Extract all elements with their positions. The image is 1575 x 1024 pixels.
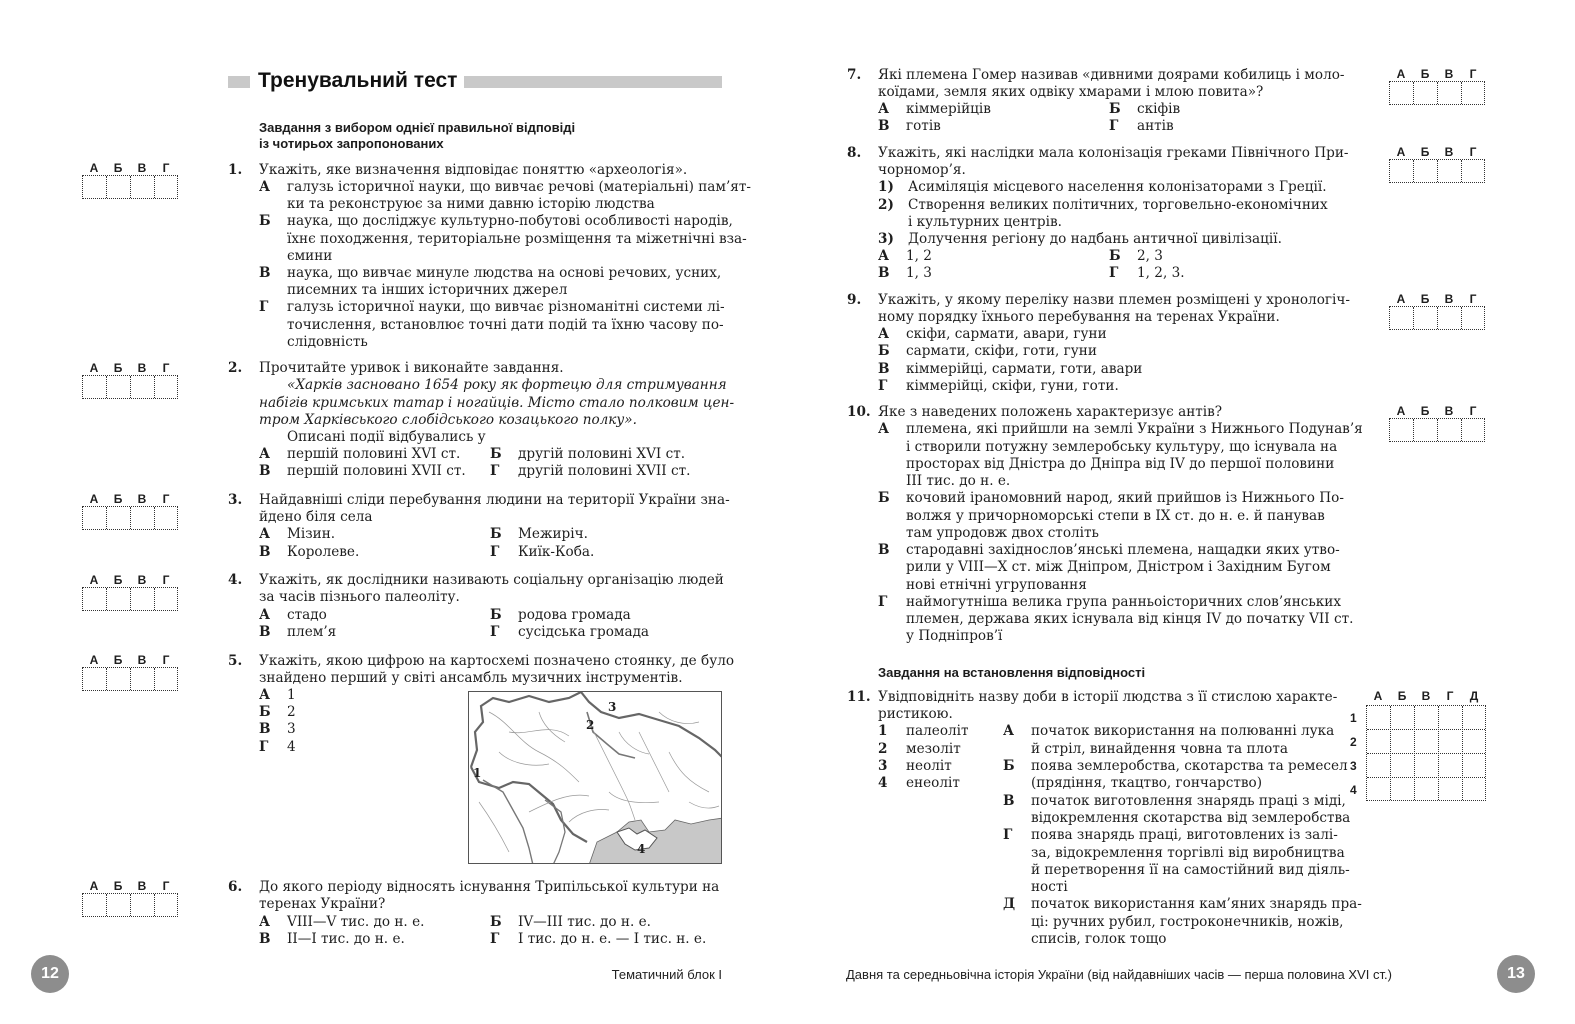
option-text: волжя у причорноморські степи в IX ст. до н. е. й панував xyxy=(906,508,1325,524)
option-a xyxy=(259,526,335,543)
option-text: там упродовж двох століть xyxy=(906,525,1099,541)
option-v xyxy=(259,624,336,641)
grid-letter: А xyxy=(1396,145,1406,159)
period-text: палеоліт xyxy=(906,723,969,739)
option-b xyxy=(878,343,1097,360)
option-g xyxy=(490,544,594,561)
option-v xyxy=(259,931,405,948)
grid-row-number: 3 xyxy=(1350,759,1357,773)
question-text: йдено біля села xyxy=(259,509,373,525)
option-letter: Б xyxy=(878,490,890,506)
statement-3 xyxy=(878,231,1282,248)
option-text: ємини xyxy=(287,248,333,264)
match-option-v xyxy=(1003,793,1346,810)
option-letter: В xyxy=(259,721,271,737)
option-text: племен, держава яких існувала від кінця IV до початку VII ст. xyxy=(906,611,1354,627)
option-g xyxy=(259,299,725,316)
option-text: списів, голок тощо xyxy=(1031,931,1167,947)
question-number: 2. xyxy=(228,360,243,376)
option-letter: Б xyxy=(490,526,502,542)
question-number: 10. xyxy=(847,404,871,420)
map-label-1: 1 xyxy=(473,766,482,780)
option-text: Киїк-Коба. xyxy=(518,544,595,560)
option-letter: Г xyxy=(259,299,269,315)
option-text: стадо xyxy=(287,607,327,623)
grid-letter: Г xyxy=(1469,145,1477,159)
section-heading-line: Завдання з вибором однієї правильної відповіді xyxy=(259,120,576,135)
option-text: початок використання на полюванні лука xyxy=(1031,723,1335,739)
option-text: слідовність xyxy=(287,334,368,350)
footer-right: Давня та середньовічна історія України (від найдавніших часів — перша половина XVI ст.) xyxy=(846,967,1392,982)
option-text: 3 xyxy=(287,721,296,737)
grid-row-number: 2 xyxy=(1350,735,1357,749)
quote-line: «Харків засновано 1654 року як фортецю для стримування xyxy=(287,377,727,393)
grid-letter: Б xyxy=(113,361,123,375)
option-text: початок використання кам’яних знарядь пра- xyxy=(1031,896,1362,912)
option-letter: Г xyxy=(490,463,500,479)
page-number-right: 13 xyxy=(1497,955,1535,993)
option-letter: А xyxy=(259,526,271,542)
option-text: поява землеробства, скотарства та ремесел xyxy=(1031,758,1348,774)
answer-cells[interactable] xyxy=(82,667,178,691)
match-option-d xyxy=(1003,896,1362,913)
question-text: Укажіть, у якому переліку назви племен розміщені у хронологіч- xyxy=(878,292,1350,308)
option-text: сармати, скіфи, готи, гуни xyxy=(906,343,1097,359)
grid-letter: Б xyxy=(113,492,123,506)
answer-cells[interactable] xyxy=(1389,159,1485,183)
grid-letter: Г xyxy=(162,492,170,506)
option-letter: А xyxy=(259,179,271,195)
option-text: IV—III тис. до н. е. xyxy=(518,914,651,930)
option-letter: В xyxy=(878,542,890,558)
option-text: галузь історичної науки, що вивчає речові (матеріальні) пам’ят- xyxy=(287,179,751,195)
option-text: наймогутніша велика група ранньоісторичних слов’янських xyxy=(906,594,1342,610)
option-text: кіммерійці, скіфи, гуни, готи. xyxy=(906,378,1119,394)
title-bar-right xyxy=(464,76,722,88)
option-v xyxy=(878,361,1142,378)
period-3 xyxy=(878,758,952,775)
option-letter: Г xyxy=(490,624,500,640)
option-text: поява знарядь праці, виготовлених із залі- xyxy=(1031,827,1338,843)
option-text: плем’я xyxy=(287,624,337,640)
option-b xyxy=(259,704,296,721)
option-text: антів xyxy=(1137,118,1174,134)
grid-letter: В xyxy=(137,653,147,667)
option-a xyxy=(259,687,296,704)
grid-letter: Б xyxy=(113,653,123,667)
option-text: другій половині XVII ст. xyxy=(518,463,691,479)
grid-letter: Г xyxy=(162,879,170,893)
option-letter: А xyxy=(259,446,271,462)
period-text: неоліт xyxy=(906,758,952,774)
grid-letter: А xyxy=(89,492,99,506)
option-text: й перетворення її на самостійний вид діяль- xyxy=(1031,862,1350,878)
option-a xyxy=(878,101,991,118)
question-text: Увідповідніть назву доби в історії людства з її стислою характе- xyxy=(878,689,1338,705)
option-text: писемних та інших історичних джерел xyxy=(287,282,568,298)
option-text: наука, що досліджує культурно-побутові особливості народів, xyxy=(287,213,733,229)
option-letter: В xyxy=(878,265,890,281)
grid-row-number: 1 xyxy=(1350,711,1357,725)
option-letter: А xyxy=(878,248,890,264)
option-g xyxy=(1109,265,1185,282)
answer-cells[interactable] xyxy=(82,587,178,611)
grid-letter: Б xyxy=(113,161,123,175)
option-letter: В xyxy=(259,544,271,560)
option-a xyxy=(878,421,1363,438)
grid-letter: В xyxy=(1444,292,1454,306)
option-letter: А xyxy=(878,421,890,437)
grid-letter: В xyxy=(137,492,147,506)
option-text: III тис. до н. е. xyxy=(906,473,1011,489)
question-number: 7. xyxy=(847,67,862,83)
period-2 xyxy=(878,741,961,758)
option-text: нові етнічні угруповання xyxy=(906,577,1087,593)
question-text: Укажіть, якою цифрою на картосхемі позначено стоянку, де було xyxy=(259,653,735,669)
option-a xyxy=(259,914,424,931)
option-text: сусідська громада xyxy=(518,624,650,640)
grid-letter: Б xyxy=(1420,145,1430,159)
question-text: Найдавніші сліди перебування людини на території України зна- xyxy=(259,492,730,508)
grid-letter: В xyxy=(1444,404,1454,418)
option-text: скіфи, сармати, авари, гуни xyxy=(906,326,1107,342)
section-heading-choice xyxy=(259,120,575,152)
option-text: відокремлення скотарства від землеробства xyxy=(1031,810,1351,826)
option-letter: Б xyxy=(1003,758,1015,774)
statement-number: 1) xyxy=(878,179,894,195)
map-drawing xyxy=(469,692,722,864)
question-text: Укажіть, як дослідники називають соціальну організацію людей xyxy=(259,572,724,588)
grid-letter: Г xyxy=(162,653,170,667)
option-text: ки та реконструює за ними давню історію людства xyxy=(287,196,655,212)
option-text: 2, 3 xyxy=(1137,248,1163,264)
period-text: мезоліт xyxy=(906,741,961,757)
option-letter: Г xyxy=(878,594,888,610)
page-number-left: 12 xyxy=(31,955,69,993)
question-number: 1. xyxy=(228,162,243,178)
option-letter: Б xyxy=(490,914,502,930)
question-number: 3. xyxy=(228,492,243,508)
option-v xyxy=(878,542,1340,559)
question-number: 9. xyxy=(847,292,862,308)
question-number: 6. xyxy=(228,879,243,895)
option-text: стародавні західнослов’янські племена, нащадки яких утво- xyxy=(906,542,1340,558)
option-v xyxy=(259,463,466,480)
option-text: 1, 3 xyxy=(906,265,932,281)
option-g xyxy=(1109,118,1174,135)
title-row xyxy=(228,66,722,96)
grid-row-number: 4 xyxy=(1350,783,1357,797)
option-text: галузь історичної науки, що вивчає різноманітні системи лі- xyxy=(287,299,725,315)
question-text: Яке з наведених положень характеризує антів? xyxy=(878,404,1223,420)
statement-number: 2) xyxy=(878,197,894,213)
option-g xyxy=(490,624,649,641)
option-letter: А xyxy=(878,326,890,342)
option-text: 1, 2, 3. xyxy=(1137,265,1185,281)
statement-text: Долучення регіону до надбань античної цивілізації. xyxy=(908,231,1282,247)
quote-line: тром Харківського слобідського козацького полку». xyxy=(259,412,637,428)
grid-letter: Д xyxy=(1469,689,1479,703)
option-v xyxy=(878,118,941,135)
answer-cells[interactable] xyxy=(82,175,178,199)
option-letter: А xyxy=(259,607,271,623)
option-b xyxy=(490,446,685,463)
option-a xyxy=(259,446,460,463)
option-text: I тис. до н. е. — I тис. н. е. xyxy=(518,931,707,947)
option-letter: В xyxy=(259,624,271,640)
grid-letter: Г xyxy=(162,361,170,375)
option-letter: Г xyxy=(259,739,269,755)
quote-line: набігів кримських татар і ногайців. Місто стало полковим цен- xyxy=(259,395,735,411)
option-text: Межиріч. xyxy=(518,526,588,542)
period-1 xyxy=(878,723,969,740)
option-text: Мізин. xyxy=(287,526,336,542)
option-text: II—I тис. до н. е. xyxy=(287,931,405,947)
statement-text: Асиміляція місцевого населення колонізаторами з Греції. xyxy=(908,179,1327,195)
option-letter: Б xyxy=(259,704,271,720)
option-letter: В xyxy=(259,265,271,281)
statement-number: 3) xyxy=(878,231,894,247)
option-text: VIII—V тис. до н. е. xyxy=(287,914,425,930)
option-text: 1 xyxy=(287,687,296,703)
period-number: 3 xyxy=(878,758,888,774)
grid-letter: А xyxy=(89,161,99,175)
option-b xyxy=(490,607,631,624)
grid-letter: Б xyxy=(1397,689,1407,703)
question-text: коїдами, земля яких одвіку хмарами і млою повита»? xyxy=(878,84,1264,100)
grid-letter: А xyxy=(89,653,99,667)
option-letter: Б xyxy=(259,213,271,229)
option-b xyxy=(1109,101,1180,118)
matching-grid-q11[interactable] xyxy=(1345,689,1485,803)
grid-letter: А xyxy=(89,573,99,587)
option-text: (прядіння, ткацтво, гончарство) xyxy=(1031,775,1262,791)
grid-letter: Б xyxy=(1420,67,1430,81)
option-letter: В xyxy=(1003,793,1015,809)
option-text: другій половині XVI ст. xyxy=(518,446,686,462)
option-g xyxy=(490,931,706,948)
grid-letter: А xyxy=(89,879,99,893)
grid-letter: Г xyxy=(1469,404,1477,418)
period-4 xyxy=(878,775,960,792)
answer-cells[interactable] xyxy=(82,893,178,917)
option-letter: В xyxy=(878,361,890,377)
option-letter: А xyxy=(1003,723,1015,739)
question-number: 8. xyxy=(847,145,862,161)
answer-cells[interactable] xyxy=(1389,306,1485,330)
grid-letter: Б xyxy=(1420,404,1430,418)
grid-letter: В xyxy=(137,361,147,375)
option-b xyxy=(490,914,651,931)
option-b xyxy=(490,526,588,543)
map-label-4: 4 xyxy=(637,842,646,856)
grid-letter: А xyxy=(89,361,99,375)
answer-cells[interactable] xyxy=(82,375,178,399)
grid-letter: Б xyxy=(113,879,123,893)
option-g xyxy=(490,463,690,480)
option-text: початок виготовлення знарядь праці з міді, xyxy=(1031,793,1346,809)
grid-letter: Б xyxy=(1420,292,1430,306)
answer-cells[interactable] xyxy=(1389,418,1485,442)
option-text: ності xyxy=(1031,879,1068,895)
match-option-a xyxy=(1003,723,1334,740)
answer-cells[interactable] xyxy=(82,506,178,530)
question-text: знайдено перший у світі ансамбль музичних інструментів. xyxy=(259,670,683,686)
option-text: готів xyxy=(906,118,941,134)
option-letter: Г xyxy=(1109,265,1119,281)
option-text: ці: ручних рубил, гостроконечників, ножів, xyxy=(1031,914,1344,930)
statement-text: і культурних центрів. xyxy=(908,214,1062,230)
option-a xyxy=(878,326,1107,343)
option-letter: А xyxy=(259,687,271,703)
option-text: 2 xyxy=(287,704,296,720)
option-text: першій половині XVI ст. xyxy=(287,446,461,462)
option-letter: Б xyxy=(878,343,890,359)
grid-letter: Г xyxy=(1446,689,1454,703)
option-v xyxy=(259,721,296,738)
option-letter: Г xyxy=(490,544,500,560)
section-heading-match: Завдання на встановлення відповідності xyxy=(878,665,1146,680)
map-label-2: 2 xyxy=(586,718,595,732)
option-letter: Г xyxy=(878,378,888,394)
question-number: 5. xyxy=(228,653,243,669)
option-letter: Б xyxy=(1109,101,1121,117)
option-v xyxy=(878,265,932,282)
option-letter: В xyxy=(259,463,271,479)
grid-letter: В xyxy=(137,573,147,587)
option-letter: Г xyxy=(1003,827,1013,843)
question-prompt: Описані події відбувались у xyxy=(287,429,486,445)
question-text: Укажіть, які наслідки мала колонізація греками Північного При- xyxy=(878,145,1349,161)
option-g xyxy=(878,378,1119,395)
statement-2 xyxy=(878,197,1328,214)
question-text: ристикою. xyxy=(878,706,953,722)
option-b xyxy=(259,213,733,230)
option-text: кіммерійців xyxy=(906,101,991,117)
period-number: 4 xyxy=(878,775,888,791)
question-text: за часів пізнього палеоліту. xyxy=(259,589,460,605)
footer-left: Тематичний блок I xyxy=(611,967,722,982)
grid-letter: В xyxy=(1444,67,1454,81)
section-heading-line: із чотирьох запропонованих xyxy=(259,136,444,151)
period-number: 2 xyxy=(878,741,888,757)
map-label-3: 3 xyxy=(608,700,617,714)
option-v xyxy=(259,544,359,561)
option-v xyxy=(259,265,721,282)
option-a xyxy=(259,607,327,624)
option-text: першій половині XVII ст. xyxy=(287,463,466,479)
option-a xyxy=(878,248,932,265)
grid-letter: В xyxy=(1444,145,1454,159)
grid-letter: В xyxy=(1421,689,1431,703)
question-text: Які племена Гомер називав «дивними доярами кобилиць і моло- xyxy=(878,67,1345,83)
statement-text: Створення великих політичних, торговельно-економічних xyxy=(908,197,1328,213)
page-title: Тренувальний тест xyxy=(258,69,458,92)
option-text: племена, які прийшли на землі України з Нижнього Подунав’я xyxy=(906,421,1363,437)
question-number: 11. xyxy=(847,689,871,705)
grid-letter: А xyxy=(1396,67,1406,81)
matching-cells[interactable] xyxy=(1366,705,1486,801)
question-text: теренах України? xyxy=(259,896,386,912)
option-g xyxy=(259,739,296,756)
option-b xyxy=(1109,248,1163,265)
option-letter: В xyxy=(878,118,890,134)
period-number: 1 xyxy=(878,723,888,739)
grid-letter: В xyxy=(137,879,147,893)
grid-letter: Б xyxy=(113,573,123,587)
question-text: чорномор’я. xyxy=(878,162,966,178)
grid-letter: А xyxy=(1396,404,1406,418)
question-text: До якого періоду відносять існування Трипільської культури на xyxy=(259,879,720,895)
option-text: за, відокремлення торгівлі від виробництва xyxy=(1031,845,1345,861)
option-text: родова громада xyxy=(518,607,631,623)
option-text: Королеве. xyxy=(287,544,360,560)
option-text: 1, 2 xyxy=(906,248,932,264)
question-number: 4. xyxy=(228,572,243,588)
option-text: їхнє походження, територіальне розміщення та міжетнічні вза- xyxy=(287,231,747,247)
grid-letter: Г xyxy=(162,161,170,175)
option-text: наука, що вивчає минуле людства на основі речових, усних, xyxy=(287,265,722,281)
option-text: просторах від Дністра до Дніпра від IV до першої половини xyxy=(906,456,1335,472)
option-letter: Г xyxy=(1109,118,1119,134)
option-letter: Б xyxy=(490,607,502,623)
answer-cells[interactable] xyxy=(1389,81,1485,105)
option-a xyxy=(259,179,751,196)
option-text: точислення, встановлює точні дати подій та їхню часову по- xyxy=(287,317,724,333)
option-text: скіфів xyxy=(1137,101,1181,117)
question-text: Укажіть, яке визначення відповідає поняттю «археологія». xyxy=(259,162,688,178)
option-letter: А xyxy=(878,101,890,117)
grid-letter: Г xyxy=(1469,67,1477,81)
grid-letter: А xyxy=(1396,292,1406,306)
match-option-b xyxy=(1003,758,1348,775)
option-text: кочовий іраномовний народ, який прийшов із Нижнього По- xyxy=(906,490,1344,506)
option-text: і створили потужну землеробську культуру, що існувала на xyxy=(906,439,1338,455)
map-schema xyxy=(468,691,722,864)
option-letter: Б xyxy=(490,446,502,462)
option-text: кіммерійці, сармати, готи, авари xyxy=(906,361,1143,377)
option-g xyxy=(878,594,1341,611)
option-letter: В xyxy=(259,931,271,947)
match-option-g xyxy=(1003,827,1338,844)
option-b xyxy=(878,490,1344,507)
option-letter: Б xyxy=(1109,248,1121,264)
option-text: рили у VIII—X ст. між Дніпром, Дністром і Західним Бугом xyxy=(906,559,1331,575)
grid-letter: Г xyxy=(162,573,170,587)
option-letter: Г xyxy=(490,931,500,947)
option-text: у Подніпров’ї xyxy=(906,628,1003,644)
option-letter: Д xyxy=(1003,896,1016,912)
option-text: 4 xyxy=(287,739,296,755)
period-text: енеоліт xyxy=(906,775,960,791)
option-text: й стріл, винайдення човна та плота xyxy=(1031,741,1288,757)
question-text: Прочитайте уривок і виконайте завдання. xyxy=(259,360,564,376)
grid-letter: А xyxy=(1373,689,1383,703)
grid-letter: В xyxy=(137,161,147,175)
grid-letter: Г xyxy=(1469,292,1477,306)
statement-1 xyxy=(878,179,1327,196)
title-bar-left xyxy=(228,76,250,88)
option-letter: А xyxy=(259,914,271,930)
question-text: ному порядку їхнього перебування на теренах України. xyxy=(878,309,1280,325)
